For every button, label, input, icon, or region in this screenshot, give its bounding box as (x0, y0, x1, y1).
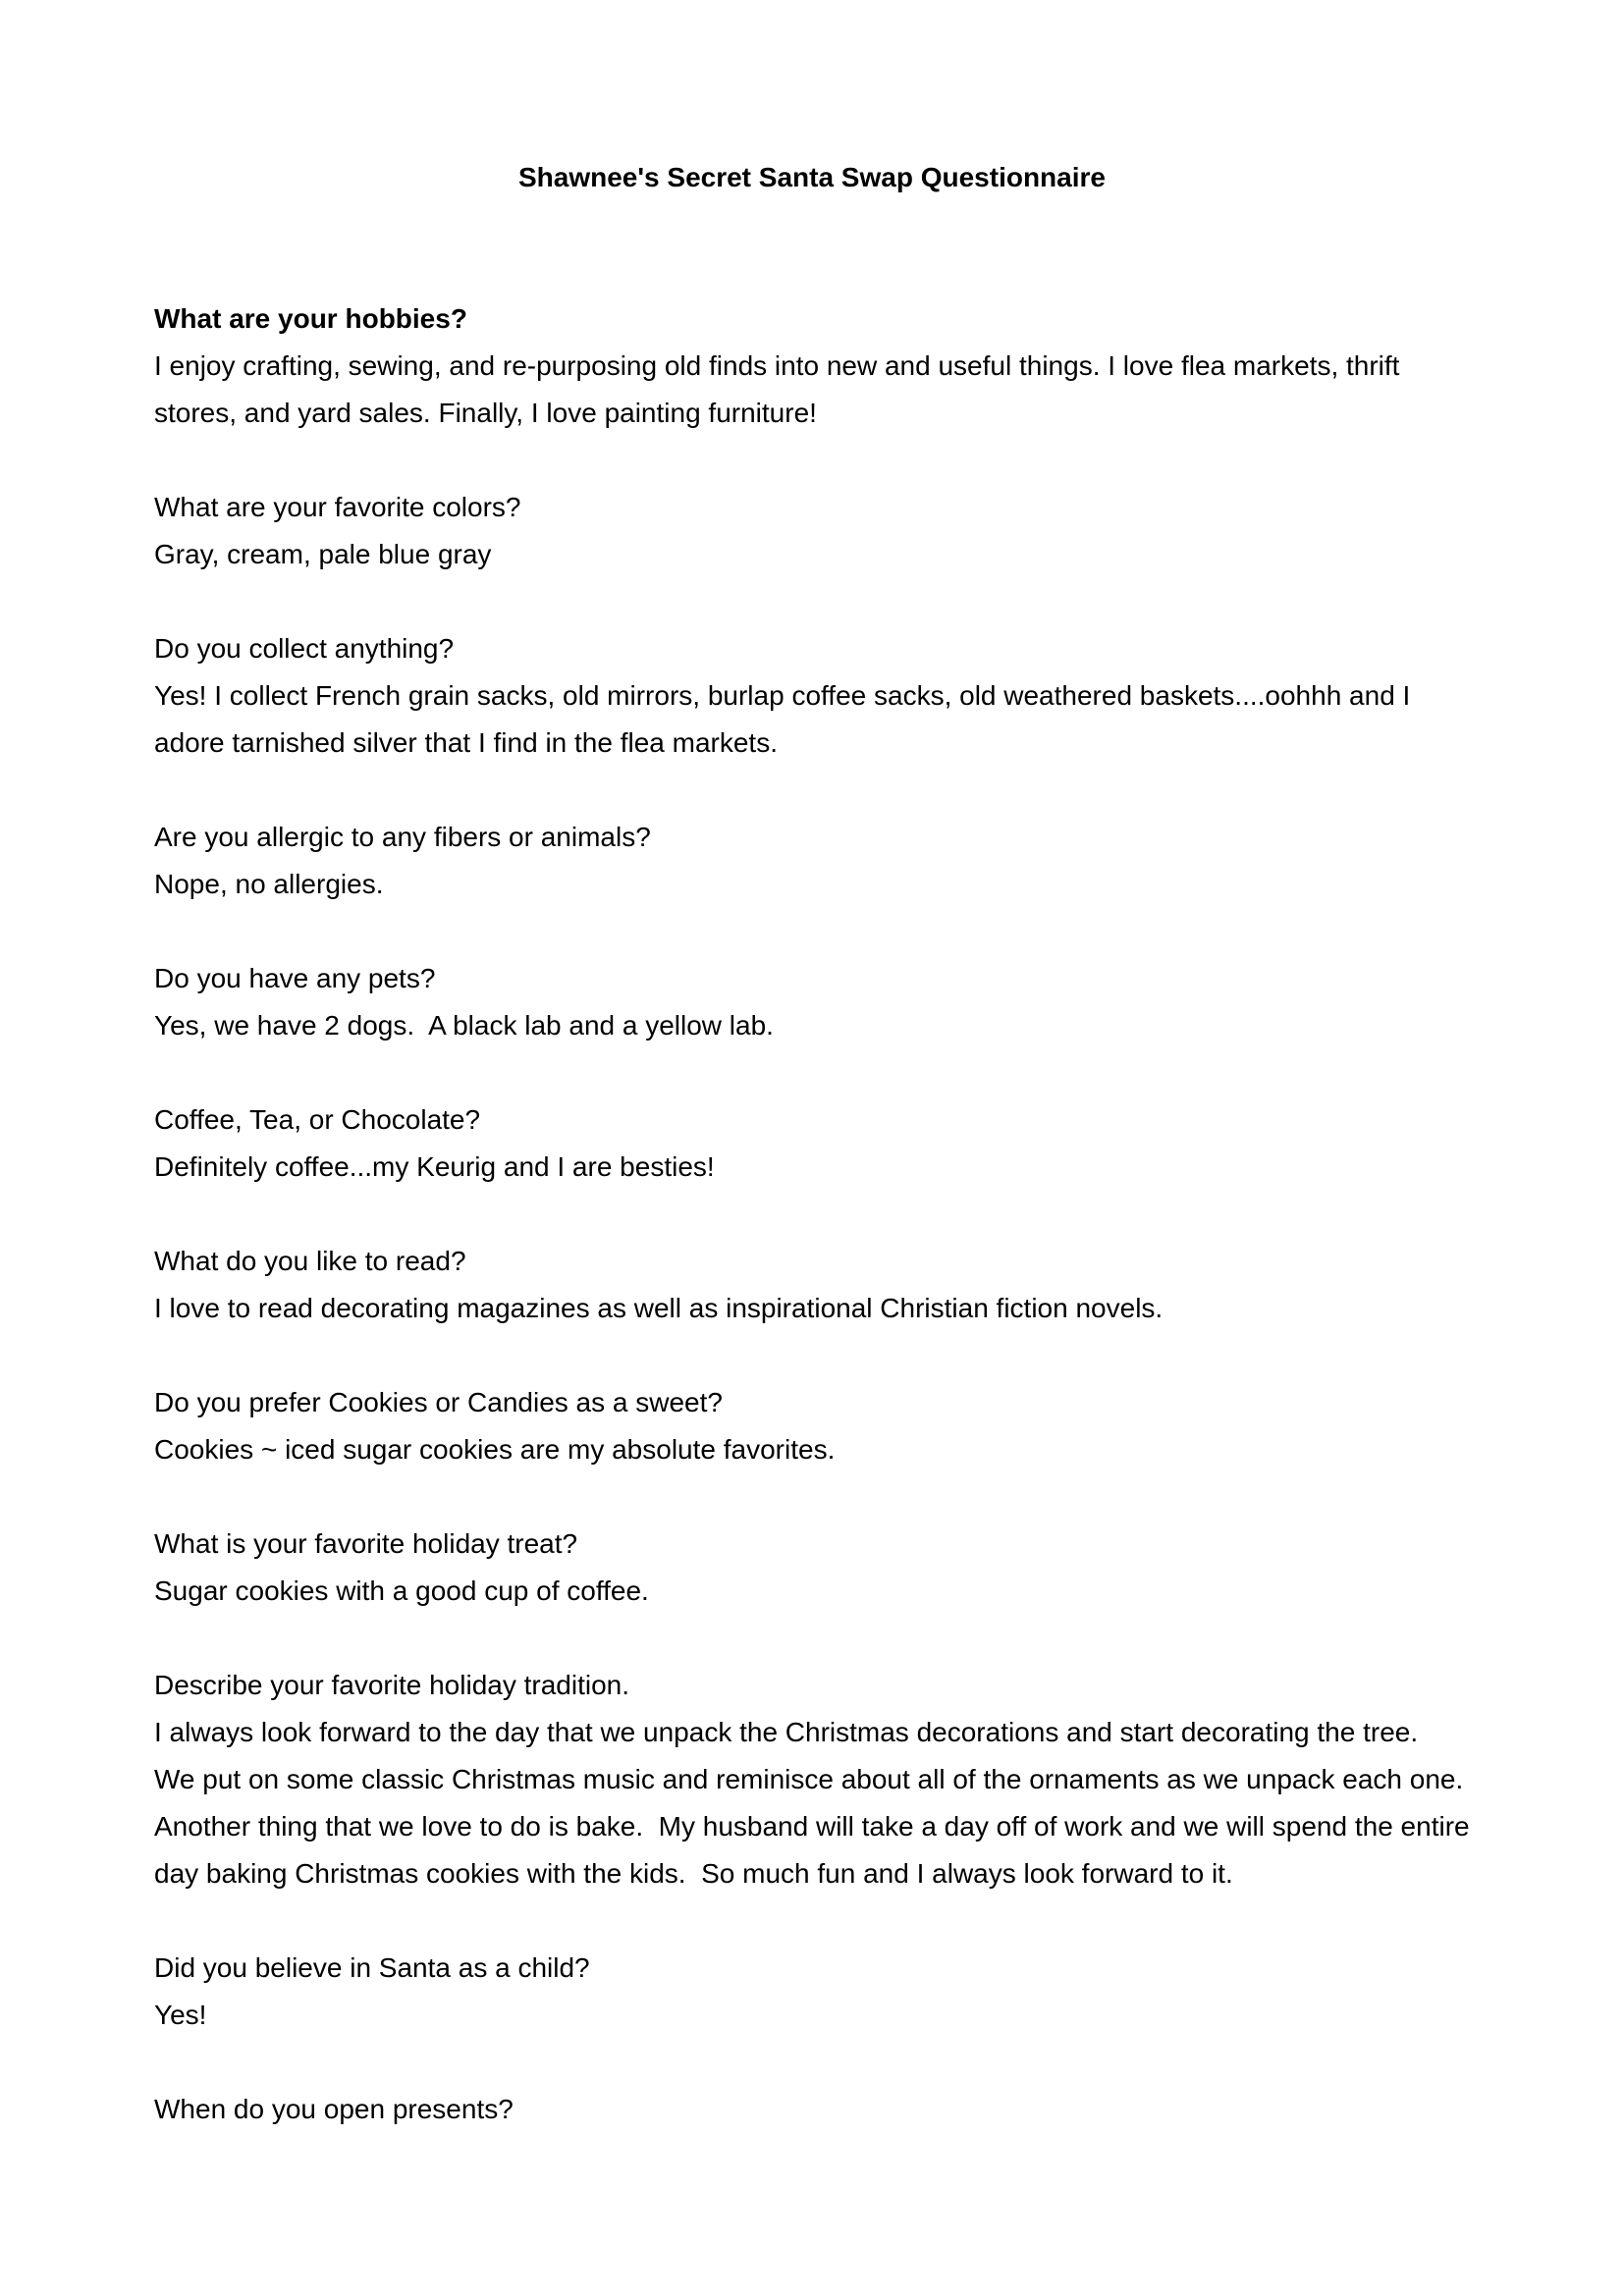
qa-block (154, 1238, 1470, 1332)
qa-block (154, 1521, 1470, 1615)
answer-text: Cookies ~ iced sugar cookies are my absolute favorites. (154, 1434, 836, 1465)
question-text: What is your favorite holiday treat? (154, 1528, 578, 1559)
qa-block (154, 814, 1470, 908)
question-text: Do you collect anything? (154, 633, 455, 664)
question-text: Did you believe in Santa as a child? (154, 1952, 590, 1983)
document-title: Shawnee's Secret Santa Swap Questionnaire (518, 162, 1106, 192)
qa-block (154, 2086, 1470, 2133)
answer-text: Nope, no allergies. (154, 869, 384, 899)
answer-text: I love to read decorating magazines as well as inspirational Christian fiction novels. (154, 1293, 1164, 1323)
answer-text: Sugar cookies with a good cup of coffee. (154, 1575, 649, 1606)
question-text: Describe your favorite holiday tradition. (154, 1670, 630, 1700)
question-text: Do you prefer Cookies or Candies as a sweet? (154, 1387, 723, 1417)
answer-text: Yes, we have 2 dogs. A black lab and a yellow lab. (154, 1010, 774, 1041)
question-text: What are your favorite colors? (154, 492, 521, 522)
answer-text: I always look forward to the day that we unpack the Christmas decorations and start decorating the tree. We put on some classic Christmas music and reminisce about all of the ornaments as we unpack each one. Another thing that we love to do is bake. My husband will take a day off of work and we will spend the entire day baking Christmas cookies with the kids. So much fun and I always look forward to it. (154, 1717, 1478, 1889)
answer-text: Gray, cream, pale blue gray (154, 539, 492, 569)
question-text: What are your hobbies? (154, 303, 467, 334)
qa-block (154, 1945, 1470, 2039)
qa-block (154, 1662, 1478, 1897)
question-text: Coffee, Tea, or Chocolate? (154, 1104, 481, 1135)
answer-text: I enjoy crafting, sewing, and re-purposing old finds into new and useful things. I love flea markets, thrift stores, and yard sales. Finally, I love painting furniture! (154, 350, 1408, 428)
answer-text: Yes! (154, 2000, 207, 2030)
question-text: What do you like to read? (154, 1246, 466, 1276)
qa-block (154, 295, 1470, 437)
qa-block (154, 1096, 1470, 1191)
answer-text: Definitely coffee...my Keurig and I are besties! (154, 1151, 715, 1182)
answer-text: Yes! I collect French grain sacks, old mirrors, burlap coffee sacks, old weathered baskets....oohhh and I adore tarnished silver that I find in the flea markets. (154, 680, 1419, 758)
question-text: When do you open presents? (154, 2094, 514, 2124)
question-text: Are you allergic to any fibers or animals? (154, 822, 651, 852)
qa-block (154, 625, 1470, 767)
qa-block (154, 955, 1470, 1049)
question-text: Do you have any pets? (154, 963, 436, 993)
qa-block (154, 1379, 1470, 1473)
qa-block (154, 484, 1470, 578)
qa-list (154, 295, 1478, 2133)
